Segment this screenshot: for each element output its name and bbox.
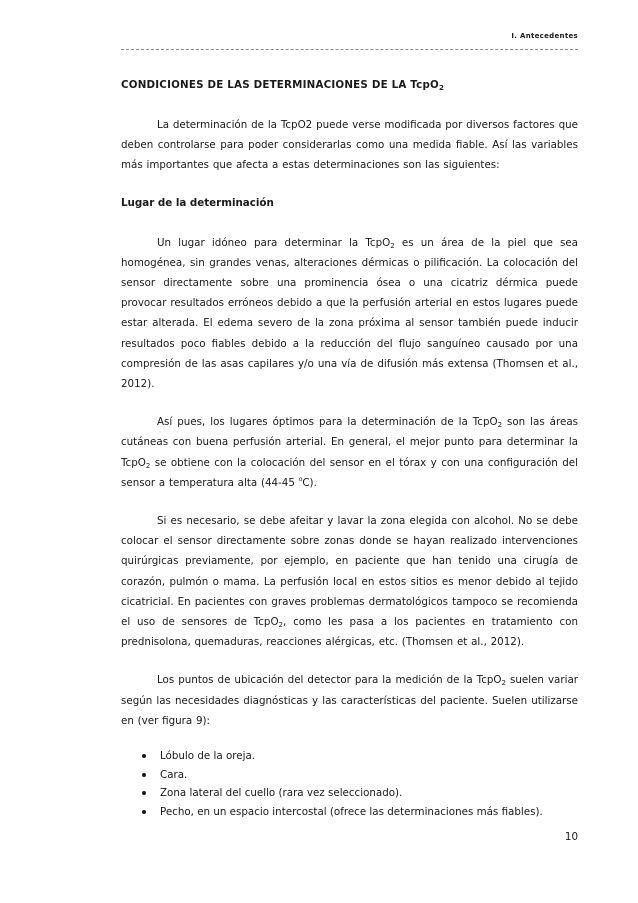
bullet-icon	[142, 810, 146, 814]
section-title-text: CONDICIONES DE LAS DETERMINACIONES DE LA TcpO	[121, 79, 439, 91]
subscript: 2	[390, 241, 395, 250]
subscript: 2	[278, 621, 284, 630]
subscript: 2	[497, 421, 503, 430]
paragraph-lugar-idoneo	[121, 233, 578, 395]
running-header: I. Antecedentes	[511, 32, 578, 40]
location-list	[121, 747, 578, 822]
page-content	[121, 78, 578, 822]
paragraph-text: Así pues, los lugares óptimos para la determinación de la TcpO	[157, 416, 498, 429]
paragraph-lugares-optimos	[121, 412, 578, 493]
page-number: 10	[564, 831, 578, 843]
paragraph-text: C).	[302, 476, 317, 489]
list-item	[121, 784, 578, 803]
degree-superscript: o	[298, 475, 303, 483]
paragraph-text: se obtiene con la colocación del sensor en el tórax y con una configuración del sensor a temperatura alta (44-45	[121, 456, 578, 489]
subsection-title: Lugar de la determinación	[121, 196, 274, 209]
paragraph-text: suelen variar según las necesidades diagnósticas y las características del paciente. Suelen utilizarse en (ver figura 9):	[121, 674, 578, 727]
bullet-icon	[142, 791, 146, 795]
list-item-text: Pecho, en un espacio intercostal (ofrece las determinaciones más fiables).	[160, 806, 543, 819]
list-item-text: Zona lateral del cuello (rara vez seleccionado).	[160, 787, 403, 800]
paragraph-text: , como les pasa a los pacientes en tratamiento con prednisolona, quemaduras, reacciones alérgicas, etc. (Thomsen et al., 2012).	[121, 616, 578, 649]
list-item-text: Lóbulo de la oreja.	[160, 750, 256, 763]
paragraph-puntos-ubicacion	[121, 670, 578, 731]
subscript: 2	[501, 679, 506, 688]
paragraph-text: son las áreas cutáneas con buena perfusión arterial. En general, el mejor punto para determinar la TcpO	[121, 416, 578, 469]
intro-paragraph: La determinación de la TcpO2 puede verse modificada por diversos factores que deben controlarse para poder considerarlas como una medida fiable. Así las variables más importantes que afecta a estas determinaciones son las siguientes:	[121, 119, 578, 172]
section-title-subscript: 2	[439, 84, 445, 92]
paragraph-text: Los puntos de ubicación del detector para la medición de la TcpO	[157, 674, 502, 687]
paragraph-afeitar	[121, 511, 578, 652]
header-divider	[121, 49, 578, 50]
section-title	[121, 78, 578, 93]
paragraph-text: Un lugar idóneo para determinar la TcpO	[157, 236, 391, 249]
paragraph-text: es un área de la piel que sea homogénea, sin grandes venas, alteraciones dérmicas o pilificación. La colocación del sensor directamente sobre una prominencia ósea o una cicatriz dérmica puede provocar resultados erróneos debido a que la perfusión arterial en estos lugares puede estar alterada. El edema severo de la zona próxima al sensor también puede inducir resultados poco fiables debido a la reducción del flujo sanguíneo causado por una compresión de las asas capilares y/o una vía de difusión más extensa (Thomsen et al., 2012).	[121, 236, 578, 391]
bullet-icon	[142, 773, 146, 777]
list-item	[121, 747, 578, 766]
list-item-text: Cara.	[160, 768, 188, 781]
paragraph-text: Si es necesario, se debe afeitar y lavar la zona elegida con alcohol. No se debe colocar el sensor directamente sobre zonas donde se hayan realizado intervenciones quirúrgicas previamente, por ejemplo, en paciente que han tenido una cirugía de corazón, pulmón o mama. La perfusión local en estos sitios es menor debido al tejido cicatricial. En pacientes con graves problemas dermatológicos tampoco se recomienda el uso de sensores de TcpO	[121, 515, 578, 629]
list-item	[121, 766, 578, 785]
bullet-icon	[142, 754, 146, 758]
subscript: 2	[145, 461, 151, 470]
list-item	[121, 803, 578, 822]
